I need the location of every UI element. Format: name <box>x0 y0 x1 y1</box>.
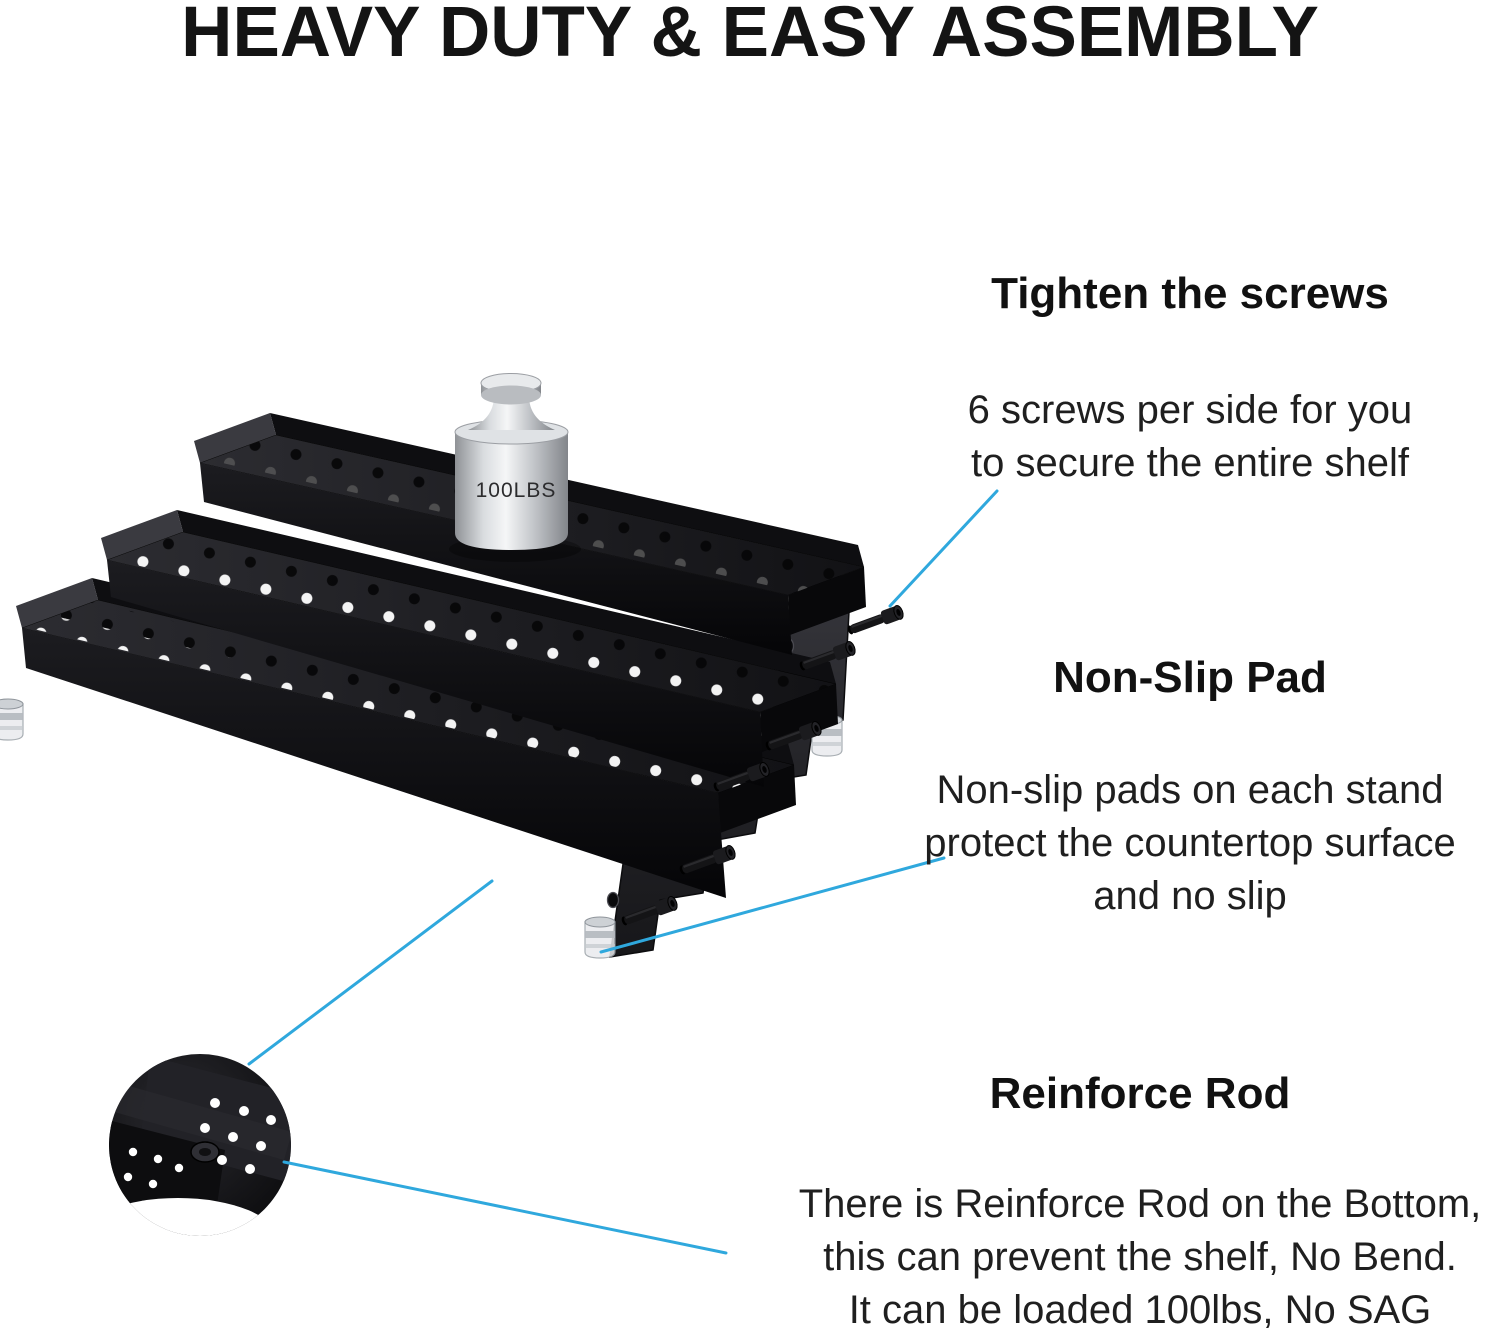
callout-line-shelf-to-inset <box>249 881 492 1064</box>
non-slip-pad-heading: Non-Slip Pad <box>1053 653 1327 702</box>
description-line: It can be loaded 100lbs, No SAG <box>848 1288 1432 1332</box>
description-line: to secure the entire shelf <box>970 441 1410 485</box>
reinforce-rod-heading: Reinforce Rod <box>989 1069 1291 1118</box>
callout-tighten-screws <box>930 266 1450 490</box>
description-line: Non-slip pads on each stand <box>936 768 1444 812</box>
non-slip-pad-description <box>890 764 1490 923</box>
callout-line-screws <box>890 491 997 606</box>
page-title: HEAVY DUTY & EASY ASSEMBLY <box>181 0 1319 72</box>
description-line: this can prevent the shelf, No Bend. <box>823 1235 1457 1279</box>
weight-label: 100LBS <box>475 479 557 502</box>
calibration-weight <box>449 374 581 563</box>
callout-line-reinforce <box>284 1162 726 1253</box>
non-slip-pad-foot-left <box>0 699 23 740</box>
tighten-screws-description <box>930 384 1450 490</box>
description-line: protect the countertop surface <box>924 821 1456 865</box>
tighten-screws-heading: Tighten the screws <box>991 269 1389 318</box>
callout-reinforce-rod <box>790 1066 1490 1337</box>
description-line: 6 screws per side for you <box>967 388 1413 432</box>
callout-non-slip-pad <box>890 650 1490 923</box>
reinforce-rod-description <box>790 1178 1490 1337</box>
detail-inset-circle <box>78 1054 310 1282</box>
description-line: and no slip <box>1093 874 1287 918</box>
description-line: There is Reinforce Rod on the Bottom, <box>798 1182 1482 1226</box>
